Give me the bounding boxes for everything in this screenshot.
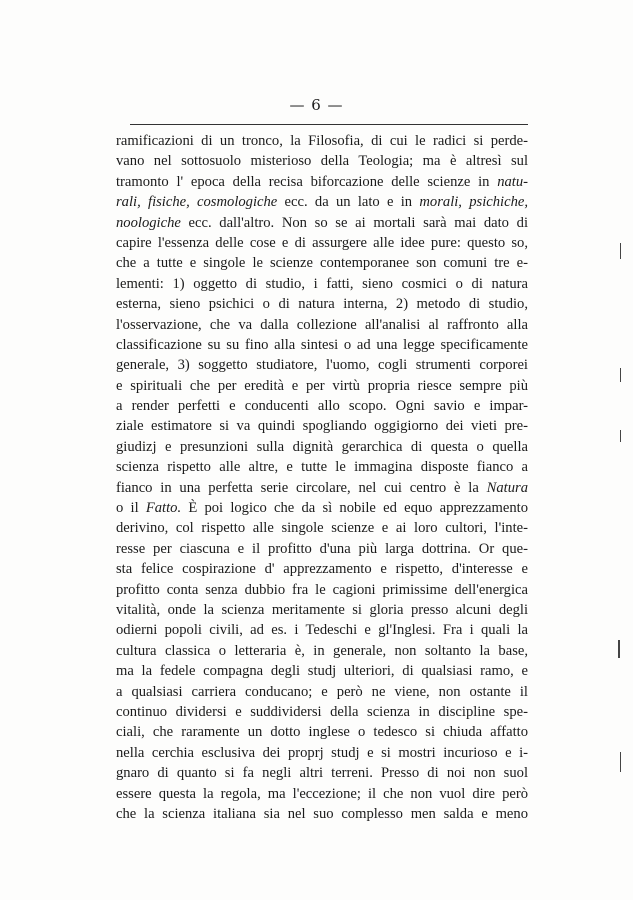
text-run: capire l'essenza delle cose e di assurgere alle idee pure: questo so, [116, 234, 528, 251]
margin-mark [620, 368, 621, 382]
text-run: ziale estimatore si va quindi spogliando oggigiorno dei vieti pre- [116, 418, 528, 435]
margin-mark [620, 430, 621, 442]
text-run: continuo dividersi e suddividersi della scienza in discipline spe- [116, 703, 528, 720]
text-line [116, 559, 528, 579]
text-line [116, 131, 528, 151]
text-line [116, 641, 528, 661]
text-run: È poi logico che da sì nobile ed equo apprezzamento [181, 500, 528, 517]
italic-run: Natura [486, 479, 528, 496]
text-line [116, 784, 528, 804]
text-run: ramificazioni di un tronco, la Filosofia, di cui le radici si perde- [116, 133, 528, 149]
margin-mark [620, 752, 621, 772]
text-line [116, 172, 528, 192]
text-line [116, 804, 528, 824]
text-run: a render perfetti e conducenti allo scopo. Ogni savio e impar- [116, 398, 528, 415]
text-line [116, 722, 528, 742]
text-line [116, 416, 528, 436]
italic-run: Fatto. [145, 500, 182, 517]
text-line [116, 396, 528, 416]
text-run: a qualsiasi carriera conducano; e però ne viene, non ostante il [116, 683, 528, 700]
text-run: nella cerchia esclusiva dei proprj studj e si mostri incurioso e i- [116, 744, 528, 761]
text-run: lementi: 1) oggetto di studio, i fatti, sieno cosmici o di natura [116, 275, 528, 292]
text-run: esterna, sieno psichici o di natura interna, 2) metodo di studio, [116, 296, 528, 313]
text-line [116, 478, 528, 498]
italic-run: noologiche [116, 214, 181, 231]
text-line [116, 233, 528, 253]
text-line [116, 661, 528, 681]
text-run: ciali, che raramente un dotto inglese o tedesco si chiuda affatto [116, 724, 528, 741]
text-line [116, 620, 528, 640]
text-run: che la scienza italiana sia nel suo complesso men salda e meno [116, 805, 528, 822]
text-line [116, 702, 528, 722]
text-line [116, 151, 528, 171]
text-run: cultura classica o letteraria è, in generale, non soltanto la base, [116, 642, 528, 659]
text-run: derivino, col rispetto alle singole scienze e ai loro cultori, l'inte- [116, 520, 528, 537]
text-run: o il [116, 500, 146, 517]
text-run: sta felice cospirazione d' apprezzamento e rispetto, d'interesse e [116, 561, 528, 578]
text-run: fianco in una perfetta serie circolare, nel cui centro è la [116, 479, 487, 496]
text-run: l'osservazione, che va dalla collezione all'analisi al raffronto alla [116, 316, 528, 333]
text-run: scienza rispetto alle altre, e tutte le immagina disposte fianco a [116, 459, 528, 476]
text-line [116, 682, 528, 702]
text-run: ma la fedele compagna degli studj ulteriori, di qualsiasi ramo, e [116, 663, 528, 680]
text-line [116, 213, 528, 233]
text-line [116, 600, 528, 620]
text-run: vano nel sottosuolo misterioso della Teologia; ma è altresì sul [116, 153, 528, 170]
text-run: essere questa la regola, ma l'eccezione; il che non vuol dire però [116, 785, 528, 802]
page-number: — 6 — [289, 96, 344, 114]
text-line [116, 437, 528, 457]
text-line [116, 355, 528, 375]
text-run: che a tutte e singole le scienze contemporanee son comuni tre e- [116, 255, 528, 272]
text-line [116, 315, 528, 335]
text-line [116, 294, 528, 314]
margin-mark [620, 243, 621, 259]
body-text [116, 131, 528, 824]
text-run: generale, 3) soggetto studiatore, l'uomo, cogli strumenti corporei [116, 357, 528, 374]
text-run: ecc. da un lato e in [277, 194, 420, 211]
header-rule [130, 124, 528, 125]
text-line [116, 253, 528, 273]
text-line [116, 498, 528, 518]
text-run: tramonto l' epoca della recisa biforcazione delle scienze in [116, 173, 498, 190]
text-line [116, 518, 528, 538]
text-run: classificazione su su fino alla sintesi o ad una legge specificamente [116, 336, 528, 353]
text-run: vitalità, onde la scienza meritamente si gloria presso alcuni degli [116, 601, 528, 618]
italic-run: natu- [497, 173, 528, 190]
text-run: resse per ciascuna e il profitto d'una più larga dottrina. Or que- [116, 540, 528, 557]
text-line [116, 274, 528, 294]
text-run: ecc. dall'altro. Non so se ai mortali sarà mai dato di [180, 214, 528, 231]
text-run: profitto conta senza dubbio fra le cagioni primissime dell'energica [116, 581, 528, 598]
text-line [116, 743, 528, 763]
text-line [116, 539, 528, 559]
text-line [116, 192, 528, 212]
italic-run: morali, psichiche, [419, 194, 528, 211]
text-run: gnaro di quanto si fa negli altri terreni. Presso di noi non suol [116, 765, 528, 782]
text-line [116, 335, 528, 355]
text-line [116, 580, 528, 600]
margin-mark [618, 640, 620, 658]
italic-run: rali, fisiche, cosmologiche [116, 194, 278, 211]
text-line [116, 763, 528, 783]
text-line [116, 457, 528, 477]
text-run: odierni popoli civili, ad es. i Tedeschi e gl'Inglesi. Fra i quali la [116, 622, 528, 639]
text-line [116, 376, 528, 396]
text-run: giudizj e presunzioni sulla dignità gerarchica di questa o quella [116, 438, 528, 455]
text-run: e spirituali che per eredità e per virtù propria riesce sempre più [116, 377, 528, 394]
